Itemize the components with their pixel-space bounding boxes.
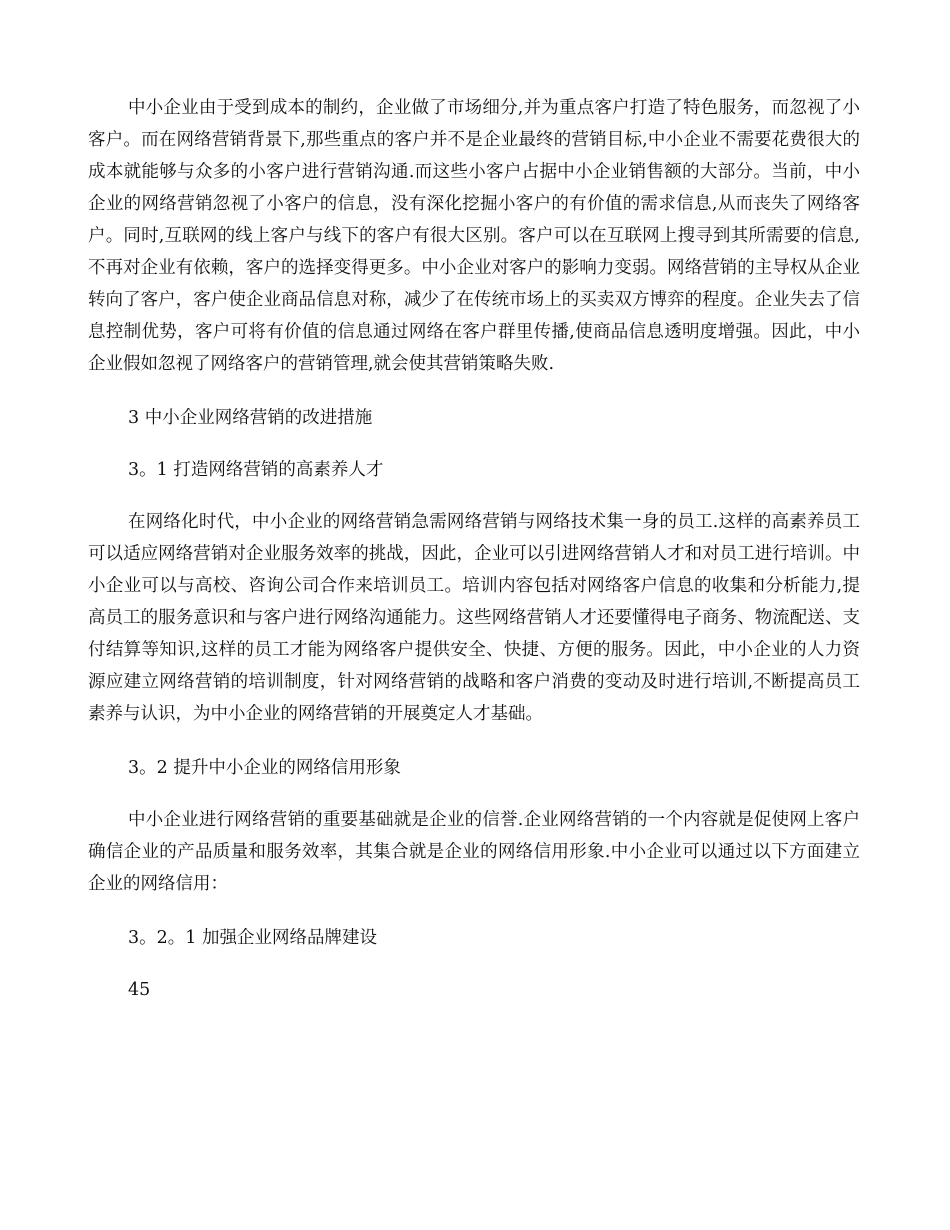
subsection-heading-3-2: 3。2 提升中小企业的网络信用形象 xyxy=(128,758,401,778)
subsection-heading-3-2-1: 3。2。1 加强企业网络品牌建设 xyxy=(128,928,377,948)
paragraph-small-customers: 中小企业由于受到成本的制约，企业做了市场细分,并为重点客户打造了特色服务，而忽视了小客户。而在网络营销背景下,那些重点的客户并不是企业最终的营销目标,中小企业不需要花费很大的成本就能够与众多的小客户进行营销沟通.而这些小客户占据中小企业销售额的大部分。当前，中小企业的网络营销忽视了小客户的信息，没有深化挖掘小客户的有价值的需求信息,从而丧失了网络客户。同时,互联网的线上客户与线下的客户有很大区别。客户可以在互联网上搜寻到其所需要的信息,不再对企业有依赖，客户的选择变得更多。中小企业对客户的影响力变弱。网络营销的主导权从企业转向了客户，客户使企业商品信息对称，减少了在传统市场上的买卖双方博弈的程度。企业失去了信息控制优势，客户可将有价值的信息通过网络在客户群里传播,使商品信息透明度增强。因此，中小企业假如忽视了网络客户的营销管理,就会使其营销策略失败. xyxy=(88,98,860,374)
paragraph-talent: 在网络化时代，中小企业的网络营销急需网络营销与网络技术集一身的员工.这样的高素养员工可以适应网络营销对企业服务效率的挑战，因此，企业可以引进网络营销人才和对员工进行培训。中小企业可以与高校、咨询公司合作来培训员工。培训内容包括对网络客户信息的收集和分析能力,提高员工的服务意识和与客户进行网络沟通能力。这些网络营销人才还要懂得电子商务、物流配送、支付结算等知识,这样的员工才能为网络客户提供安全、快捷、方便的服务。因此，中小企业的人力资源应建立网络营销的培训制度，针对网络营销的战略和客户消费的变动及时进行培训,不断提高员工素养与认识，为中小企业的网络营销的开展奠定人才基础。 xyxy=(88,512,860,724)
document-page xyxy=(88,92,860,1006)
page-number: 45 xyxy=(128,980,151,1000)
paragraph-credit-image: 中小企业进行网络营销的重要基础就是企业的信誉.企业网络营销的一个内容就是促使网上客户确信企业的产品质量和服务效率，其集合就是企业的网络信用形象.中小企业可以通过以下方面建立企业的网络信用： xyxy=(88,810,860,894)
section-heading-3: 3 中小企业网络营销的改进措施 xyxy=(128,408,373,428)
subsection-heading-3-1: 3。1 打造网络营销的高素养人才 xyxy=(128,460,384,480)
